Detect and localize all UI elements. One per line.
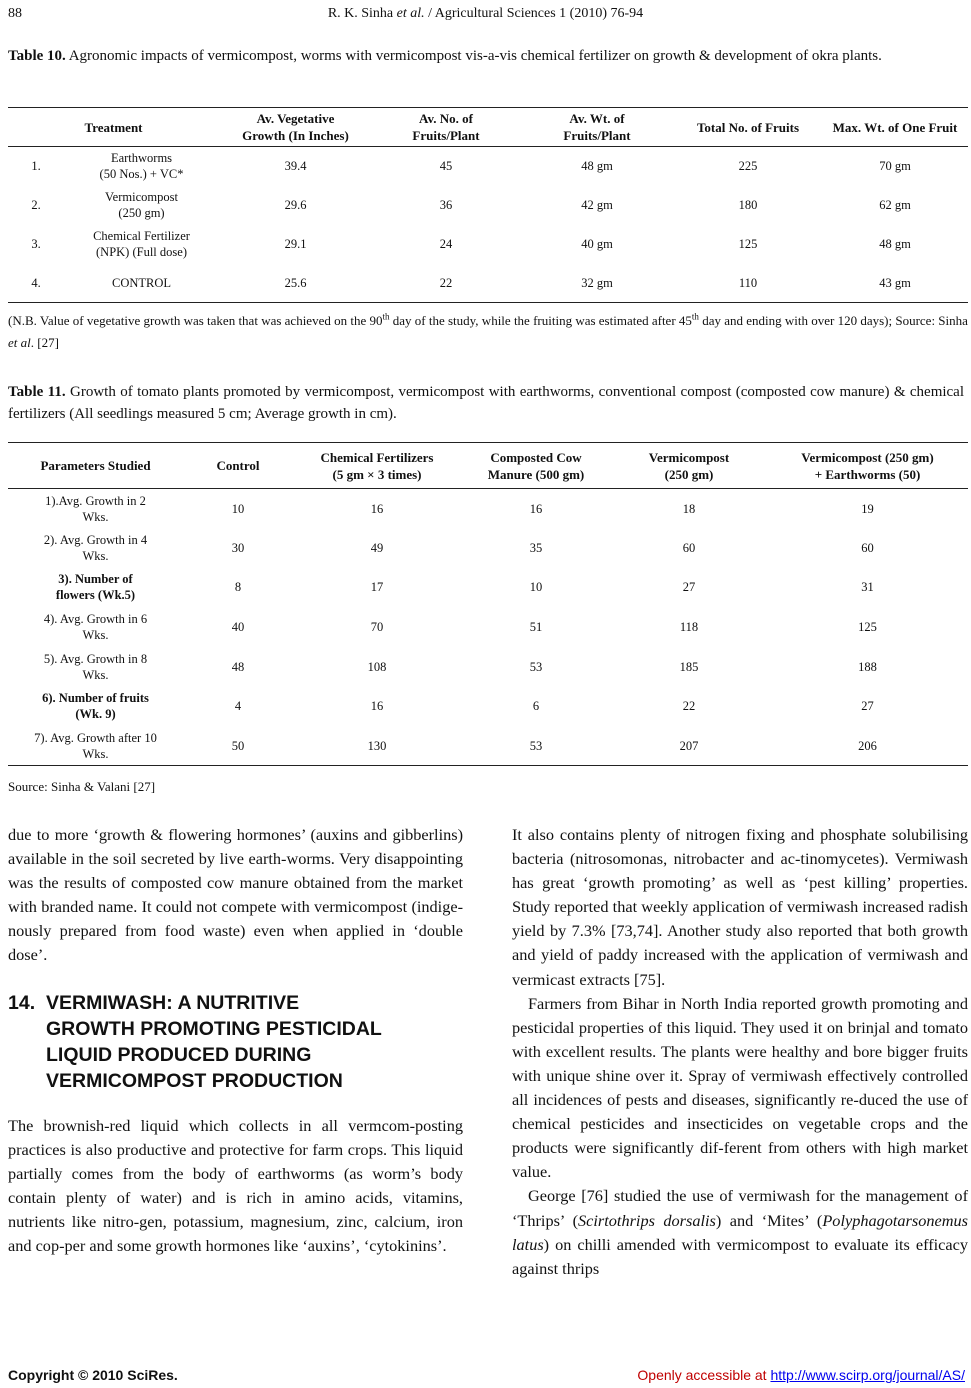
header-line: (250 gm)	[664, 466, 714, 482]
paragraph: It also contains plenty of nitrogen fixing and phosphate solubilising bacteria (nitrosomonas, nitrobacter and ac-tinomycetes). Vermiwash has great ‘growth promoting’ as well as ‘pest killing’ properties. Study reported that weekly application of vermiwash increased radish yield by 7.3% [73,74]. Another study also reported that both growth and yield of paddy increased with the application of vermiwash and vermicast extracts [75].	[512, 825, 968, 989]
paragraph: The brownish-red liquid which collects in all vermcom-posting practices is also productive and protective for farm crops. This liquid partially comes from the body of earthworms (as worm’s body contain plenty of water) and is rich in amino acids, vitamins, nutrients like nitro-gen, potassium, magnesium, zinc, calcium, iron and cop-per and some growth hormones like ‘auxins’, ‘cytokinins’.	[8, 1115, 463, 1256]
table-cell: 51	[529, 620, 543, 635]
parameter-cell	[8, 607, 183, 647]
table10-header: Av. Wt. of Fruits/Plant	[520, 108, 674, 147]
table-cell: 27	[861, 699, 874, 714]
table-cell: 40 gm	[581, 237, 613, 251]
table-row	[8, 647, 968, 687]
section-heading: 14. VERMIWASH: A NUTRITIVE GROWTH PROMOTING PESTICIDAL LIQUID PRODUCED DURING VERMICOMPOST PRODUCTION	[8, 991, 382, 1092]
parameter-cell	[8, 647, 183, 687]
table-cell: 48 gm	[581, 159, 613, 174]
table10	[8, 107, 968, 303]
table-cell: 30	[231, 540, 245, 555]
table-cell: 8	[234, 580, 242, 595]
table-row	[8, 147, 968, 186]
table-cell: 48	[231, 659, 245, 674]
table-cell: 16	[370, 699, 384, 714]
table11-source: Source: Sinha & Valani [27]	[8, 779, 156, 794]
table11-header-row	[8, 443, 968, 489]
table-cell: 29.1	[284, 237, 307, 251]
table-row	[8, 186, 968, 225]
table-cell: 32 gm	[520, 264, 674, 303]
treatment-line: CONTROL	[111, 275, 172, 290]
table-cell: 53	[461, 726, 611, 766]
table10-header: Av. No. of Fruits/Plant	[372, 108, 520, 147]
table-cell: 3.	[31, 237, 41, 251]
table-cell: 206	[767, 726, 968, 766]
table-cell: 50	[183, 726, 293, 766]
parameter-cell	[8, 489, 183, 529]
table-cell	[64, 264, 219, 303]
table11-caption: Table 11. Growth of tomato plants promoted by vermicompost, vermicompost with earthworms, conventional compost (composted cow manure) & chemical fertilizers (All seedlings measured 5 cm; Average growth in cm).	[8, 384, 965, 422]
table11-header	[767, 443, 968, 489]
table-cell: 18	[682, 501, 696, 516]
parameter-line: Wks.	[82, 746, 109, 761]
table-cell: 60	[682, 540, 696, 555]
table-cell: 48 gm	[879, 237, 911, 251]
parameter-cell	[8, 726, 183, 766]
table-cell: 36	[439, 198, 453, 212]
treatment-line: Chemical Fertilizer	[93, 229, 190, 243]
table10-header: Total No. of Fruits	[674, 108, 822, 147]
parameter-line: Wks.	[82, 667, 109, 682]
parameter-cell	[8, 528, 183, 568]
parameter-line: 3). Number of	[58, 572, 133, 587]
table10-header: Max. Wt. of One Fruit	[822, 108, 968, 147]
header-line: Composted Cow	[490, 449, 582, 465]
treatment-line: (50 Nos.) + VC*	[99, 167, 184, 182]
parameter-line: Wks.	[82, 509, 109, 524]
paragraph: Farmers from Bihar in North India reported growth promoting and pesticidal properties of this liquid. They used it on brinjal and tomato with excellent results. The plants were healthy and bore bigger fruits with unique shine over it. Spray of vermiwash effectively controlled all incidences of pests and diseases, significantly re-duced the use of chemical pesticides and insecticides on vegetable crops and the products were significantly dif-ferent from others with high market value.	[512, 993, 968, 1182]
header-line: Parameters Studied	[40, 458, 151, 473]
header-line: (5 gm × 3 times)	[332, 466, 422, 482]
treatment-line: Earthworms	[110, 151, 173, 166]
header-line: Manure (500 gm)	[487, 466, 585, 482]
table-cell: 180	[738, 198, 758, 212]
header-line: Vermicompost	[648, 449, 730, 465]
paragraph: due to more ‘growth & flowering hormones’ (auxins and gibberlins) available in the soil secreted by live earth-worms. Very disappointing was the results of composted cow manure obtained from the market with branded name. It could not compete with vermicompost (indige-nously prepared from food waste) even when applied in ‘double dose’.	[8, 825, 463, 965]
paragraph: George [76] studied the use of vermiwash for the management of ‘Thrips’ (Scirtothrips dorsalis) and ‘Mites’ (Polyphagotarsonemus latus) on chilli amended with vermicompost to evaluate its efficacy against thrips	[512, 1186, 968, 1278]
table11-header	[293, 443, 461, 489]
table-cell: 49	[370, 540, 384, 555]
parameter-line: flowers (Wk.5)	[55, 588, 136, 603]
table-cell: 10	[529, 580, 543, 595]
parameter-line: Wks.	[82, 628, 109, 643]
table11-header	[183, 443, 293, 489]
table-cell: 2.	[31, 198, 41, 212]
table-cell: 42 gm	[581, 198, 613, 212]
footer-access: Openly accessible at http://www.scirp.org/journal/AS/	[637, 1367, 965, 1383]
table-row	[8, 528, 968, 568]
table11	[8, 442, 968, 766]
table-cell: 43 gm	[822, 264, 968, 303]
table-cell: 39.4	[284, 159, 307, 174]
table-cell: 27	[682, 580, 696, 595]
table10-header: Av. Vegetative Growth (In Inches)	[219, 108, 372, 147]
header-line: Vermicompost (250 gm)	[801, 449, 934, 465]
table-cell: 24	[439, 237, 453, 251]
table-cell: 31	[861, 580, 874, 595]
table-cell: 22	[372, 264, 520, 303]
table-cell: 35	[529, 540, 543, 555]
table-cell: 130	[293, 726, 461, 766]
left-column	[8, 823, 463, 1258]
running-header: R. K. Sinha et al. / Agricultural Sciences 1 (2010) 76-94	[327, 6, 644, 21]
table-cell: 108	[367, 659, 387, 674]
treatment-line: (NPK) (Full dose)	[96, 245, 187, 259]
table-cell: 29.6	[284, 198, 307, 212]
table-row	[8, 489, 968, 529]
table-cell: 188	[858, 659, 877, 674]
table11-header	[461, 443, 611, 489]
table10-header-row	[8, 108, 968, 147]
table-cell: 16	[529, 501, 543, 516]
parameter-line: 4). Avg. Growth in 6	[43, 612, 148, 627]
parameter-cell	[8, 568, 183, 608]
table-cell: 19	[861, 501, 874, 516]
table-cell: 118	[679, 620, 699, 635]
table-cell: 60	[861, 540, 874, 555]
table11-header	[8, 443, 183, 489]
parameter-line: 6). Number of fruits	[42, 691, 149, 706]
table-cell: 1.	[31, 159, 41, 174]
table10-header: Treatment	[8, 108, 219, 147]
table-row	[8, 264, 968, 303]
table-cell: 70	[370, 620, 384, 635]
table11-header	[611, 443, 767, 489]
header-line: Control	[216, 458, 260, 473]
table-cell: 70 gm	[879, 159, 911, 174]
treatment-line: Vermicompost	[105, 190, 178, 204]
header-line: Chemical Fertilizers	[320, 449, 434, 465]
table-cell: 125	[858, 620, 877, 635]
table-cell: 53	[529, 659, 543, 674]
table-row	[8, 607, 968, 647]
table-cell: 17	[370, 580, 384, 595]
header-line: + Earthworms (50)	[814, 466, 921, 482]
table-cell: 6	[532, 699, 540, 714]
page-number: 88	[8, 6, 22, 21]
table-cell: 110	[674, 264, 822, 303]
table-cell: 207	[611, 726, 767, 766]
table-cell	[64, 147, 219, 186]
table-cell: 10	[231, 501, 245, 516]
table-cell: 125	[738, 237, 758, 251]
table-cell: 225	[738, 159, 758, 174]
parameter-line: 5). Avg. Growth in 8	[43, 651, 148, 666]
table-row	[8, 568, 968, 608]
table-row	[8, 686, 968, 726]
table-cell	[64, 225, 219, 264]
journal-link[interactable]: http://www.scirp.org/journal/AS/	[770, 1367, 965, 1383]
parameter-line: 7). Avg. Growth after 10	[34, 730, 157, 745]
table-cell: 16	[370, 501, 384, 516]
table-cell: 185	[679, 659, 699, 674]
treatment-line: (250 gm)	[118, 206, 165, 220]
table-cell: 25.6	[219, 264, 372, 303]
table-cell: 45	[439, 159, 453, 174]
table10-note: (N.B. Value of vegetative growth was taken that was achieved on the 90th day of the study, while the fruiting was estimated after 45th day and ending with over 120 days); Source: Sinha et al. [27]	[8, 311, 968, 350]
table-row	[8, 726, 968, 766]
parameter-line: (Wk. 9)	[75, 707, 116, 722]
parameter-line: 2). Avg. Growth in 4	[43, 532, 148, 547]
table-cell: 22	[682, 699, 696, 714]
table-cell: 4	[234, 699, 242, 714]
parameter-line: Wks.	[82, 548, 109, 563]
table-row	[8, 225, 968, 264]
table-cell: 4.	[8, 264, 64, 303]
table-cell	[64, 186, 219, 225]
table-cell: 40	[231, 620, 245, 635]
parameter-cell	[8, 686, 183, 726]
right-column	[512, 823, 968, 1281]
parameter-line: 1).Avg. Growth in 2	[45, 493, 146, 508]
table10-caption: Table 10. Agronomic impacts of vermicompost, worms with vermicompost vis-a-vis chemical fertilizer on growth & development of okra plants.	[8, 48, 882, 64]
table-cell: 62 gm	[879, 198, 911, 212]
footer-copyright: Copyright © 2010 SciRes.	[8, 1367, 178, 1383]
